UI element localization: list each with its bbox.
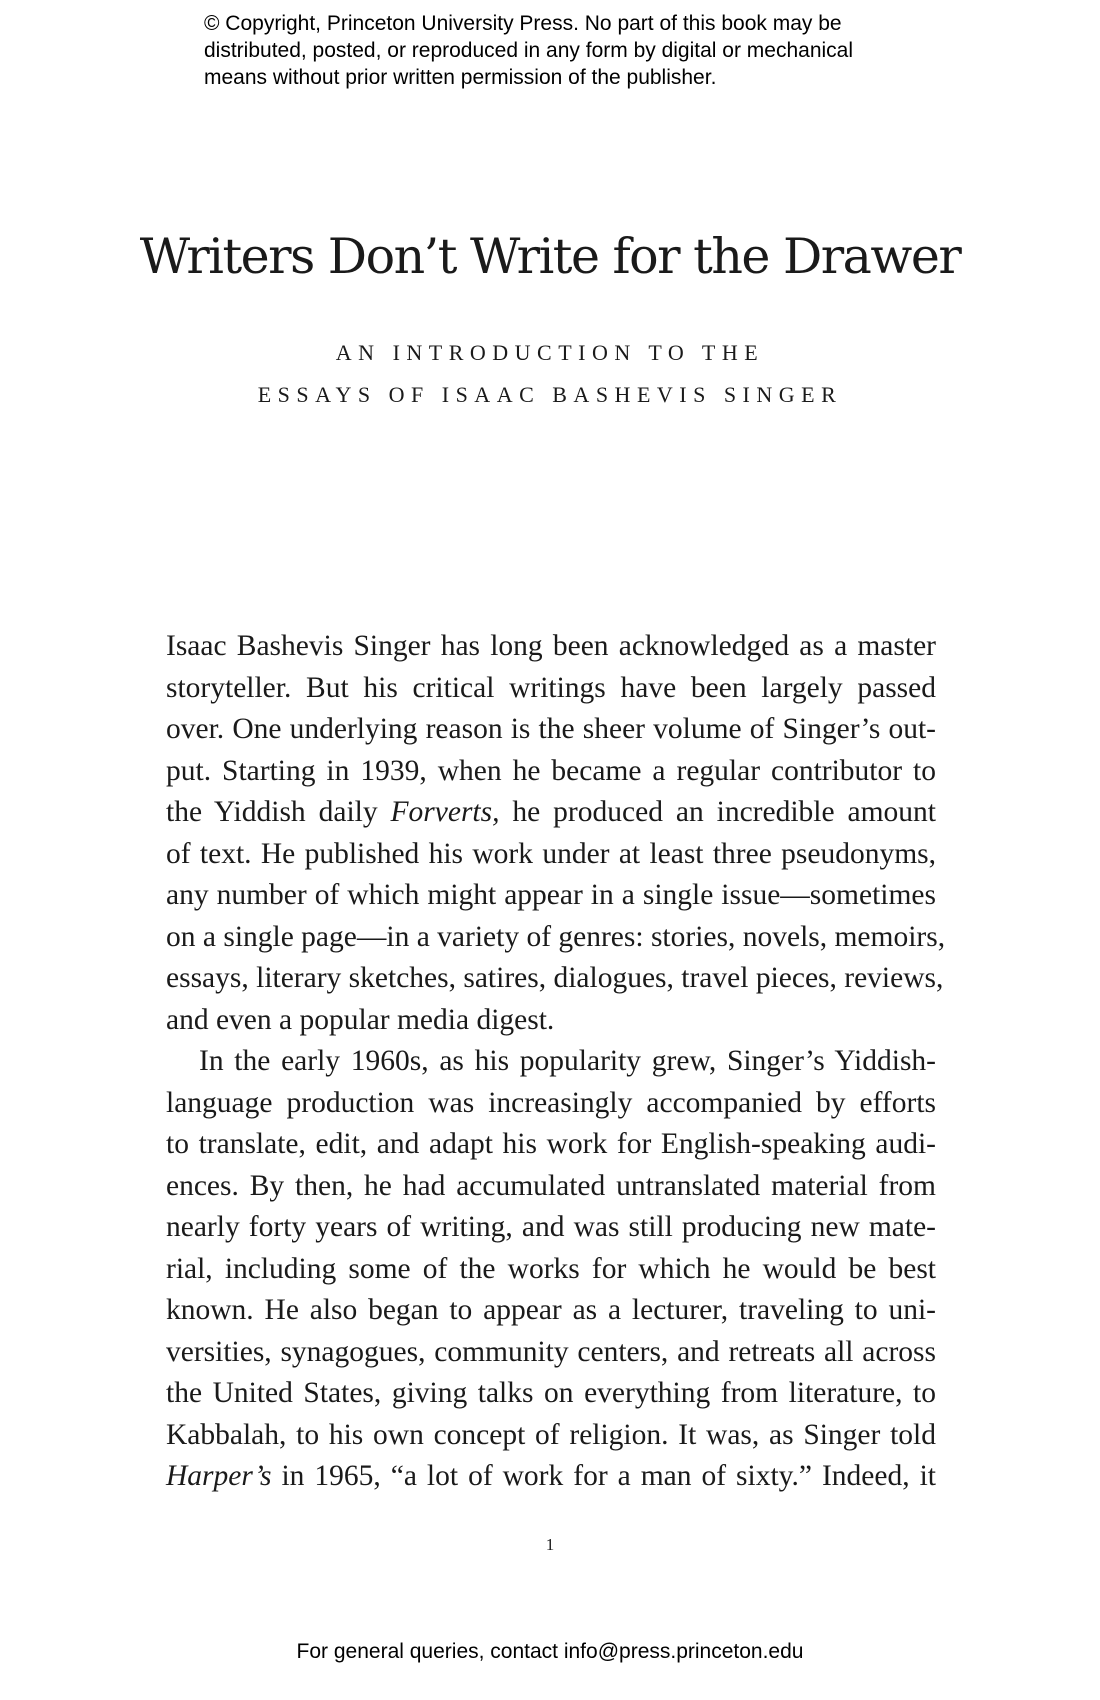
text-line: and even a popular media digest. — [166, 1003, 555, 1036]
text-line: Isaac Bashevis Singer has long been acknowledged as a master — [166, 630, 936, 662]
text-line: storyteller. But his critical writings have been largely passed — [166, 671, 936, 704]
copyright-notice — [204, 10, 924, 91]
text-line: of text. He published his work under at least three pseudonyms, — [166, 837, 936, 870]
paragraph-1 — [166, 626, 946, 1041]
chapter-subtitle-line-1: AN INTRODUCTION TO THE — [335, 340, 765, 365]
text-line — [166, 792, 936, 834]
text-span: he produced an incredible amount — [499, 796, 936, 828]
text-line: on a single page—in a variety of genres: stories, novels, memoirs, — [166, 920, 946, 953]
footer-contact: For general queries, contact info@press.princeton.edu — [296, 1640, 804, 1663]
text-line: ences. By then, he had accumulated untranslated material from — [166, 1169, 936, 1202]
text-line: In the early 1960s, as his popularity grew, Singer’s Yiddish- — [199, 1045, 936, 1077]
page-number: 1 — [545, 1535, 555, 1554]
text-line: over. One underlying reason is the sheer volume of Singer’s out- — [166, 713, 936, 745]
copyright-line: distributed, posted, or reproduced in any form by digital or mechanical — [204, 39, 854, 62]
text-line: the United States, giving talks on everything from literature, to — [166, 1377, 936, 1409]
chapter-title: Writers Don’t Write for the Drawer — [139, 228, 961, 285]
text-line: nearly forty years of writing, and was still producing new mate- — [166, 1211, 936, 1243]
text-span: the Yiddish daily — [166, 796, 391, 828]
text-line: Kabbalah, to his own concept of religion. It was, as Singer told — [166, 1418, 936, 1451]
publication-title: Forverts, — [390, 796, 500, 828]
text-line: versities, synagogues, community centers, and retreats all across — [166, 1335, 936, 1368]
text-line: known. He also began to appear as a lecturer, traveling to uni- — [166, 1294, 936, 1326]
text-span: in 1965, “a lot of work for a man of sixty.” Indeed, it — [271, 1460, 936, 1492]
publication-title: Harper’s — [166, 1460, 272, 1492]
text-line: to translate, edit, and adapt his work for English-speaking audi- — [166, 1128, 936, 1160]
copyright-line: means without prior written permission of the publisher. — [204, 66, 717, 89]
text-line: essays, literary sketches, satires, dialogues, travel pieces, reviews, — [166, 962, 944, 994]
copyright-line: © Copyright, Princeton University Press. No part of this book may be — [204, 12, 842, 35]
text-line: language production was increasingly accompanied by efforts — [166, 1086, 936, 1119]
text-line: any number of which might appear in a single issue—sometimes — [166, 879, 936, 911]
text-line: rial, including some of the works for which he would be best — [166, 1252, 936, 1285]
chapter-subtitle-line-2: ESSAYS OF ISAAC BASHEVIS SINGER — [257, 382, 843, 407]
text-line — [166, 1456, 936, 1498]
text-line: put. Starting in 1939, when he became a regular contributor to — [166, 754, 936, 787]
paragraph-2 — [166, 1041, 936, 1498]
